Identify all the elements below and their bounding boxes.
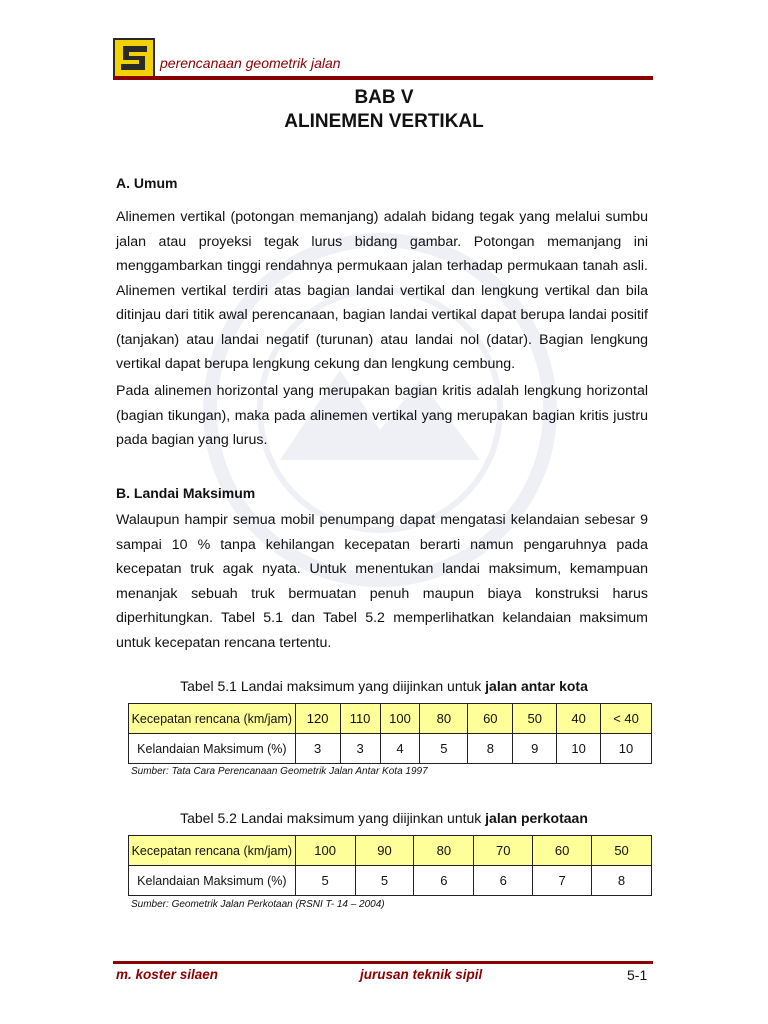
table-5-1-title-prefix: Tabel 5.1 Landai maksimum yang diijinkan untuk <box>180 678 486 694</box>
table-5-2-title-prefix: Tabel 5.2 Landai maksimum yang diijinkan untuk <box>180 810 486 826</box>
page-number: 5-1 <box>627 967 648 983</box>
table-5-2-title-bold: jalan perkotaan <box>485 810 588 826</box>
header-divider <box>113 76 653 80</box>
table-cell: 4 <box>380 734 420 764</box>
table-cell: 80 <box>414 836 474 866</box>
table-cell: 40 <box>557 704 601 734</box>
table-cell: 50 <box>513 704 557 734</box>
table-5-1-grade-label: Kelandaian Maksimum (%) <box>129 734 296 764</box>
table-5-1-title-bold: jalan antar kota <box>485 678 588 694</box>
table-cell: 6 <box>414 866 474 896</box>
table-5-2-source: Sumber: Geometrik Jalan Perkotaan (RSNI T- 14 – 2004) <box>131 899 385 910</box>
table-5-1-speed-label: Kecepatan rencana (km/jam) <box>129 704 296 734</box>
table-cell: 3 <box>340 734 380 764</box>
table-cell: 10 <box>601 734 652 764</box>
table-row <box>129 704 652 734</box>
table-cell: 60 <box>533 836 592 866</box>
table-cell: 60 <box>468 704 513 734</box>
table-cell: 3 <box>295 734 340 764</box>
table-cell: 8 <box>468 734 513 764</box>
table-5-1-title <box>0 678 768 694</box>
table-cell: 7 <box>533 866 592 896</box>
table-row <box>129 866 652 896</box>
chapter-number: BAB V <box>354 87 414 108</box>
table-cell: 110 <box>340 704 380 734</box>
section-b-paragraph-1: Walaupun hampir semua mobil penumpang dapat mengatasi kelandaian sebesar 9 sampai 10 % tanpa kehilangan kecepatan berarti namun pengaruhnya pada kecepatan truk agak nyata. Untuk menentukan landai maksimum, kemampuan menanjak sebuah truk bermuatan penuh maupun biaya konstruksi harus diperhitungkan. Tabel 5.1 dan Tabel 5.2 memperlihatkan kelandaian maksimum untuk kecepatan rencana tertentu. <box>116 512 648 651</box>
table-cell: 6 <box>474 866 533 896</box>
table-5-2-grade-label: Kelandaian Maksimum (%) <box>129 866 296 896</box>
table-cell: 70 <box>474 836 533 866</box>
table-5-1 <box>128 703 652 764</box>
logo-icon <box>113 38 155 78</box>
table-cell: 8 <box>592 866 652 896</box>
section-a-paragraph-2: Pada alinemen horizontal yang merupakan bagian kritis adalah lengkung horizontal (bagian tikungan), maka pada alinemen vertikal yang merupakan bagian kritis justru pada bagian yang lurus. <box>116 383 648 448</box>
chapter-title: ALINEMEN VERTIKAL <box>284 111 484 132</box>
footer-divider <box>113 961 653 964</box>
footer-department: jurusan teknik sipil <box>360 967 483 982</box>
table-5-2-title <box>0 810 768 826</box>
table-cell: 5 <box>355 866 414 896</box>
table-cell: 90 <box>355 836 414 866</box>
table-cell: 80 <box>420 704 468 734</box>
table-cell: 50 <box>592 836 652 866</box>
footer-author: m. koster silaen <box>116 967 219 982</box>
table-cell: 100 <box>295 836 355 866</box>
table-cell: 9 <box>513 734 557 764</box>
table-row <box>129 836 652 866</box>
section-a-paragraph-1: Alinemen vertikal (potongan memanjang) adalah bidang tegak yang melalui sumbu jalan atau proyeksi tegak lurus bidang gambar. Potongan memanjang ini menggambarkan tinggi rendahnya permukaan jalan terhadap permukaan tanah asli. Alinemen vertikal terdiri atas bagian landai vertikal dan lengkung vertikal dan bila ditinjau dari titik awal perencanaan, bagian landai vertikal dapat berupa landai positif (tanjakan) atau landai negatif (turunan) atau landai nol (datar). Bagian lengkung vertikal dapat berupa lengkung cekung dan lengkung cembung. <box>116 209 648 372</box>
table-5-2-speed-label: Kecepatan rencana (km/jam) <box>129 836 296 866</box>
header-title: perencanaan geometrik jalan <box>160 55 341 71</box>
table-cell: 100 <box>380 704 420 734</box>
table-cell: 5 <box>420 734 468 764</box>
section-a-heading: A. Umum <box>116 175 178 191</box>
table-row <box>129 734 652 764</box>
table-cell: 120 <box>295 704 340 734</box>
table-cell: < 40 <box>601 704 652 734</box>
table-5-1-source: Sumber: Tata Cara Perencanaan Geometrik Jalan Antar Kota 1997 <box>131 766 428 777</box>
table-cell: 5 <box>295 866 355 896</box>
table-5-2 <box>128 835 652 896</box>
table-cell: 10 <box>557 734 601 764</box>
section-b-heading: B. Landai Maksimum <box>116 485 256 501</box>
